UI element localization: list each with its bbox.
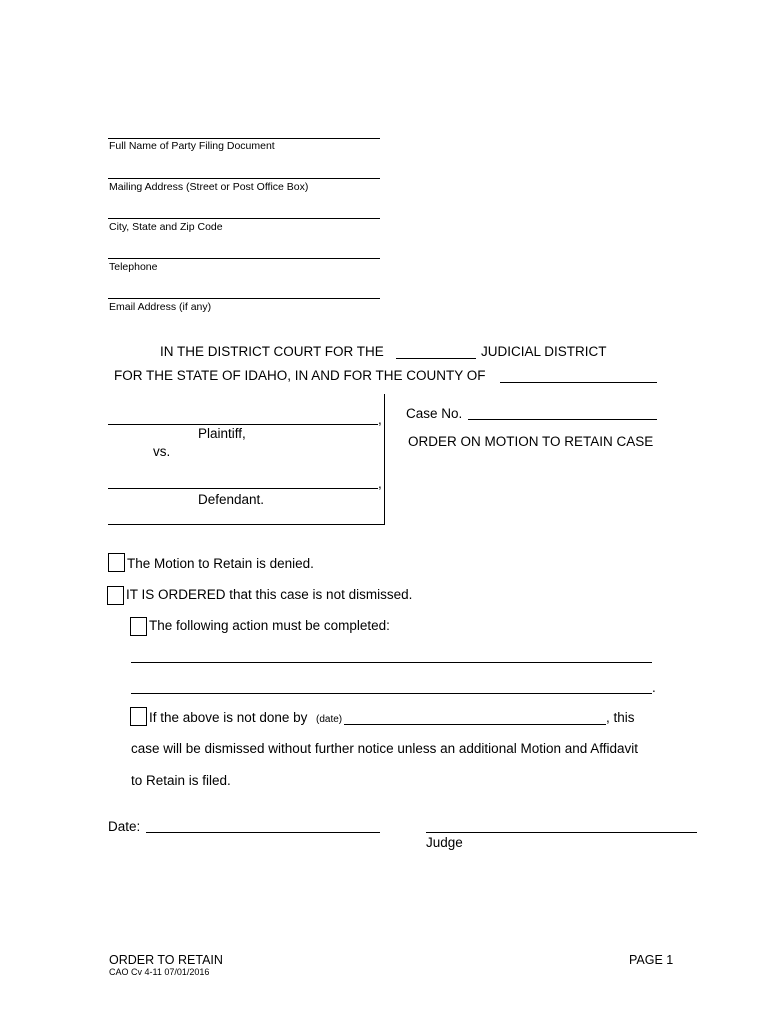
court-line1-prefix: IN THE DISTRICT COURT FOR THE [160, 344, 384, 359]
action-line-2[interactable] [131, 693, 652, 694]
defendant-comma: , [378, 476, 382, 491]
party-address-line[interactable] [108, 178, 380, 179]
date-signature-line[interactable] [146, 832, 380, 833]
county-blank[interactable] [500, 382, 657, 383]
judge-label: Judge [426, 835, 463, 850]
party-email-line[interactable] [108, 298, 380, 299]
judicial-district-blank[interactable] [396, 358, 476, 359]
party-city-label: City, State and Zip Code [109, 221, 223, 233]
dismiss-text-line1: case will be dismissed without further notice unless an additional Motion and Affidavit [131, 741, 639, 756]
defendant-name-line[interactable] [108, 488, 378, 489]
party-name-line[interactable] [108, 138, 380, 139]
case-number-label: Case No. [406, 406, 463, 421]
party-name-label: Full Name of Party Filing Document [109, 140, 275, 152]
party-city-line[interactable] [108, 218, 380, 219]
ordered-text: IT IS ORDERED that this case is not dismissed. [126, 587, 413, 602]
date-label: Date: [108, 819, 141, 834]
case-number-blank[interactable] [468, 419, 657, 420]
action-checkbox[interactable] [130, 617, 147, 636]
party-phone-line[interactable] [108, 258, 380, 259]
deadline-text: If the above is not done by [149, 710, 308, 725]
court-line1-suffix: JUDICIAL DISTRICT [481, 344, 607, 359]
court-line2: FOR THE STATE OF IDAHO, IN AND FOR THE COUNTY OF [114, 368, 486, 383]
dismiss-text-line2: to Retain is filed. [131, 773, 231, 788]
form-title: ORDER TO RETAIN [109, 953, 223, 967]
page-number: PAGE 1 [629, 953, 674, 967]
caption-vertical-divider [384, 394, 385, 525]
party-address-label: Mailing Address (Street or Post Office Box) [109, 181, 309, 193]
denied-checkbox[interactable] [108, 553, 125, 572]
party-email-label: Email Address (if any) [109, 301, 212, 313]
denied-text: The Motion to Retain is denied. [127, 556, 314, 571]
defendant-label: Defendant. [198, 492, 265, 507]
deadline-suffix: , this [606, 710, 635, 725]
action-period: . [652, 680, 656, 695]
plaintiff-name-line[interactable] [108, 424, 378, 425]
deadline-date-hint: (date) [316, 714, 343, 725]
document-title: ORDER ON MOTION TO RETAIN CASE [408, 434, 654, 449]
caption-bottom-rule [108, 524, 385, 525]
plaintiff-label: Plaintiff, [198, 426, 246, 441]
deadline-date-blank[interactable] [344, 724, 606, 725]
ordered-checkbox[interactable] [107, 586, 124, 605]
judge-signature-line[interactable] [426, 832, 697, 833]
plaintiff-comma: , [378, 412, 382, 427]
action-line-1[interactable] [131, 662, 652, 663]
deadline-checkbox[interactable] [130, 707, 147, 726]
action-text: The following action must be completed: [149, 618, 390, 633]
form-code: CAO Cv 4-11 07/01/2016 [109, 967, 210, 977]
versus-label: vs. [153, 444, 171, 459]
party-phone-label: Telephone [109, 261, 158, 273]
